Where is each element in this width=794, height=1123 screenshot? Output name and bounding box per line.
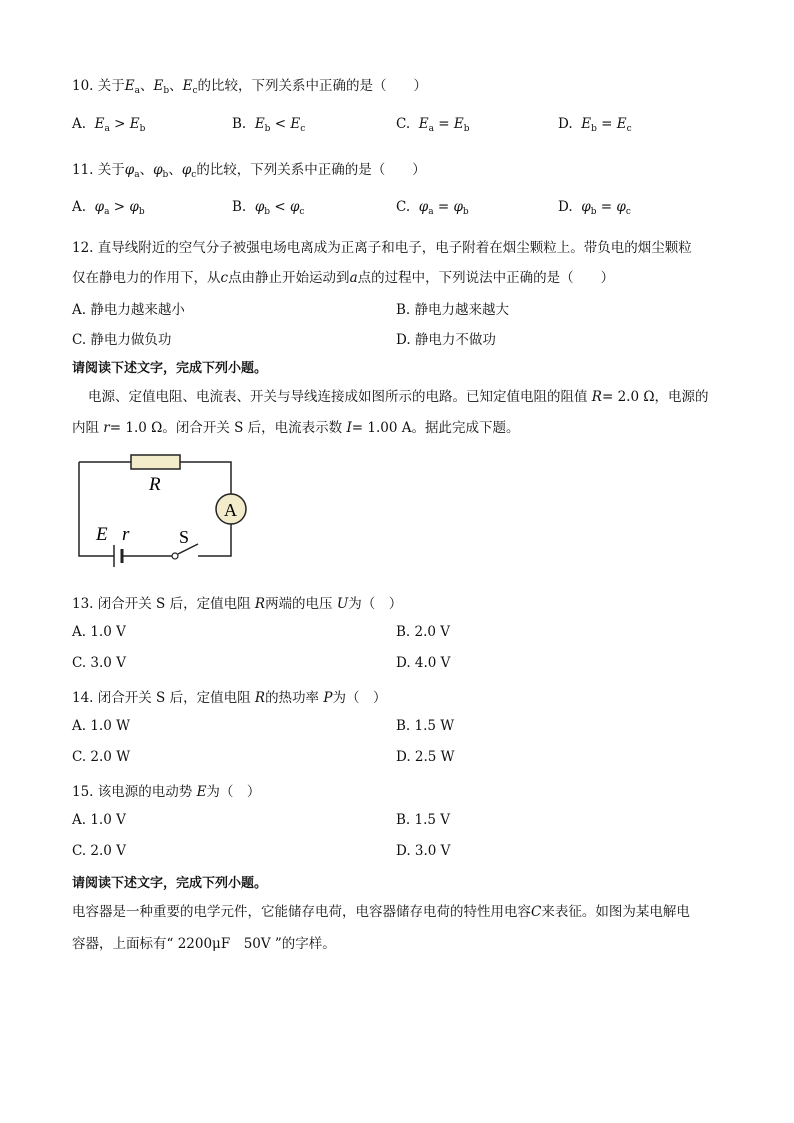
q10-stem: 10. 关于$E_a$、$E_b$、$E_c$的比较，下列关系中正确的是（ ） [72, 78, 428, 96]
q13-option-c[interactable]: C. 3.0 V [72, 655, 126, 671]
q15-option-d[interactable]: D. 3.0 V [396, 843, 451, 859]
wire-top-right [180, 462, 231, 494]
ammeter-label: A [224, 500, 237, 520]
section1-paragraph-line2: 内阻 r= 1.0 Ω。闭合开关 S 后，电流表示数 I= 1.00 A。据此完成下题。 [72, 420, 520, 436]
q15-stem: 15. 该电源的电动势 E为（ ） [72, 784, 261, 800]
q14-option-a[interactable]: A. 1.0 W [72, 718, 130, 734]
q13-option-a[interactable]: A. 1.0 V [72, 624, 126, 640]
q12-option-c[interactable]: C. 静电力做负功 [72, 332, 172, 348]
q12-option-b[interactable]: B. 静电力越来越大 [396, 302, 510, 318]
q10-option-d[interactable]: D. $E_b = E_c$ [558, 116, 632, 134]
q11-stem: 11. 关于$\varphi_a$、$\varphi_b$、$\varphi_c$的比较，下列关系中正确的是（ ） [72, 162, 426, 180]
q11-option-d[interactable]: D. $\varphi_b = \varphi_c$ [558, 199, 631, 217]
section1-heading: 请阅读下述文字，完成下列小题。 [72, 361, 268, 376]
q10-option-b[interactable]: B. $E_b < E_c$ [232, 116, 306, 134]
q11-option-b[interactable]: B. $\varphi_b < \varphi_c$ [232, 199, 305, 217]
circuit-diagram [68, 448, 268, 573]
switch-pivot [172, 553, 178, 559]
section2-heading: 请阅读下述文字，完成下列小题。 [72, 876, 268, 891]
resistor-symbol [131, 455, 180, 469]
q14-stem: 14. 闭合开关 S 后，定值电阻 R的热功率 P为（ ） [72, 690, 387, 706]
q14-option-d[interactable]: D. 2.5 W [396, 749, 455, 765]
q15-option-b[interactable]: B. 1.5 V [396, 812, 451, 828]
q10-option-a[interactable]: A. $E_a > E_b$ [72, 116, 146, 134]
q13-stem: 13. 闭合开关 S 后，定值电阻 R两端的电压 U为（ ） [72, 596, 403, 612]
q13-option-b[interactable]: B. 2.0 V [396, 624, 451, 640]
internal-resistance-label: r [122, 524, 130, 545]
section2-paragraph-line2: 容器，上面标有“ 2200μF 50V ”的字样。 [72, 936, 336, 952]
q10-option-c[interactable]: C. $E_a = E_b$ [396, 116, 470, 134]
q13-option-d[interactable]: D. 4.0 V [396, 655, 451, 671]
q11-option-c[interactable]: C. $\varphi_a = \varphi_b$ [396, 199, 469, 217]
q15-option-a[interactable]: A. 1.0 V [72, 812, 126, 828]
q12-option-a[interactable]: A. 静电力越来越小 [72, 302, 185, 318]
section2-paragraph-line1: 电容器是一种重要的电学元件，它能储存电荷，电容器储存电荷的特性用电容C来表征。如图为某电解电 [72, 904, 690, 920]
wire-right-lower [198, 524, 231, 556]
q12-stem-line1: 12. 直导线附近的空气分子被强电场电离成为正离子和电子，电子附着在烟尘颗粒上。带负电的烟尘颗粒 [72, 240, 692, 256]
q14-option-b[interactable]: B. 1.5 W [396, 718, 455, 734]
emf-label: E [96, 524, 108, 545]
q15-option-c[interactable]: C. 2.0 V [72, 843, 126, 859]
q11-option-a[interactable]: A. $\varphi_a > \varphi_b$ [72, 199, 145, 217]
q14-option-c[interactable]: C. 2.0 W [72, 749, 131, 765]
q12-option-d[interactable]: D. 静电力不做功 [396, 332, 496, 348]
switch-label: S [179, 527, 190, 547]
resistor-label: R [149, 474, 161, 495]
q12-stem-line2: 仅在静电力的作用下，从c点由静止开始运动到a点的过程中，下列说法中正确的是（ ） [72, 270, 615, 286]
section1-paragraph-line1: 电源、定值电阻、电流表、开关与导线连接成如图所示的电路。已知定值电阻的阻值 R= 2.0 Ω，电源的 [88, 389, 709, 405]
